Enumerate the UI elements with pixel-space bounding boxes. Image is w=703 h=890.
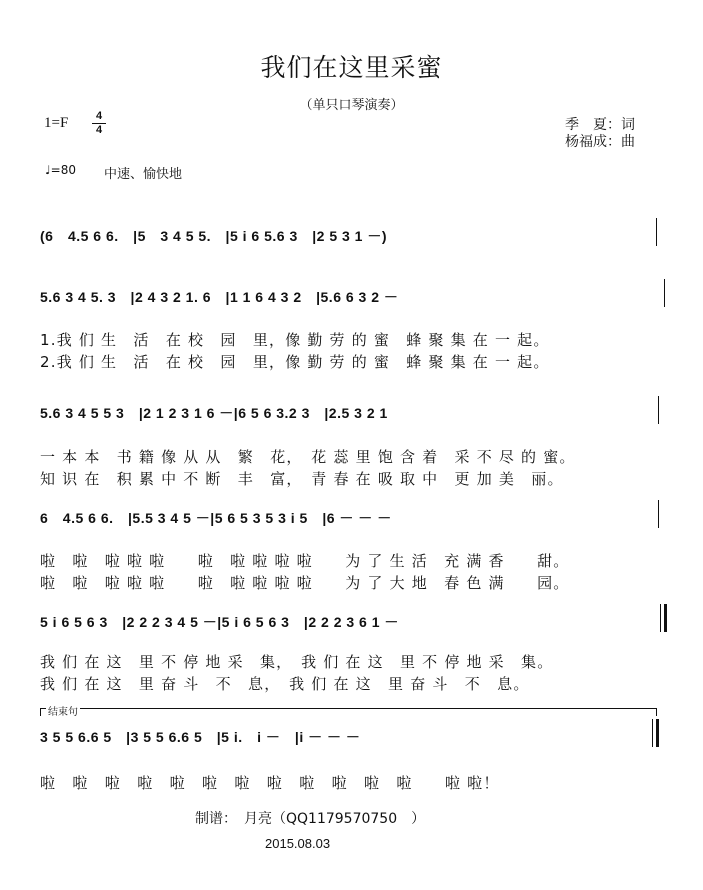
lyrics-row5-verse1: 我 们 在 这 里 不 停 地 采 集， 我 们 在 这 里 不 停 地 采 集。 <box>40 653 554 671</box>
notation-row-1: (6 4.5 6 6. |5 3 4 5 5. |5 i 6 5.6 3 |2 5 3 1 －) <box>40 228 388 244</box>
ending-bracket-right <box>656 708 657 716</box>
notation-row-2: 5.6 3 4 5. 3 |2 4 3 2 1. 6 |1 1 6 4 3 2 |5.6 6 3 2 － <box>40 289 399 305</box>
final-bar-line <box>652 719 653 747</box>
lyrics-row5-verse2: 我 们 在 这 里 奋 斗 不 息， 我 们 在 这 里 奋 斗 不 息。 <box>40 675 530 693</box>
bar-line <box>664 279 665 307</box>
tempo-marking: 中速、愉快地 <box>104 167 183 182</box>
bar-line <box>658 500 659 528</box>
lyrics-row3-verse2: 知 识 在 积 累 中 不 断 丰 富， 青 春 在 吸 取 中 更 加 美 丽。 <box>40 470 564 488</box>
transcriber-credit: 制谱： 月亮（QQ1179570750 ） <box>195 811 426 827</box>
lyrics-row4-verse1: 啦 啦 啦 啦 啦 啦 啦 啦 啦 啦 为 了 生 活 充 满 香 甜。 <box>40 552 570 570</box>
transcription-date: 2015.08.03 <box>265 836 331 851</box>
composer-credit: 杨福成：曲 <box>565 134 635 150</box>
lyricist-credit: 季 夏：词 <box>565 117 635 133</box>
lyrics-row2-verse1: 1.我 们 生 活 在 校 园 里，像 勤 劳 的 蜜 蜂 聚 集 在 一 起。 <box>40 331 550 349</box>
lyrics-row3-verse1: 一 本 本 书 籍 像 从 从 繁 花， 花 蕊 里 饱 含 着 采 不 尽 的 蜜。 <box>40 448 576 466</box>
notation-row-3: 5.6 3 4 5 5 3 |2 1 2 3 1 6 －|6 5 6 3.2 3 |2.5 3 2 1 <box>40 405 388 421</box>
ending-label: 结束句 <box>46 703 80 718</box>
subtitle: （单只口琴演奏） <box>299 98 404 113</box>
key-signature: 1=F <box>44 115 69 131</box>
final-bar-line-thick <box>656 719 659 747</box>
notation-row-4: 6 4.5 6 6. |5.5 3 4 5 －|5 6 5 3 5 3 i 5 |6 － － － <box>40 510 392 526</box>
bar-line <box>656 218 657 246</box>
lyrics-row6: 啦 啦 啦 啦 啦 啦 啦 啦 啦 啦 啦 啦 啦 啦！ <box>40 774 500 792</box>
bar-line <box>658 396 659 424</box>
lyrics-row4-verse2: 啦 啦 啦 啦 啦 啦 啦 啦 啦 啦 为 了 大 地 春 色 满 园。 <box>40 574 570 592</box>
meter-top: 4 <box>95 110 103 122</box>
meter-bottom: 4 <box>95 124 103 136</box>
notation-row-5: 5 i 6 5 6 3 |2 2 2 3 4 5 －|5 i 6 5 6 3 |2 2 2 3 6 1 － <box>40 614 399 630</box>
ending-bracket <box>40 708 657 709</box>
ending-bracket-left <box>40 708 41 716</box>
page-title: 我们在这里采蜜 <box>260 53 443 82</box>
notation-row-6: 3 5 5 6.6 5 |3 5 5 6.6 5 |5 i. i － |i － － － <box>40 729 361 745</box>
repeat-bar-line-thick <box>664 604 667 632</box>
tempo-mark: ♩=80 <box>45 163 76 177</box>
lyrics-row2-verse2: 2.我 们 生 活 在 校 园 里，像 勤 劳 的 蜜 蜂 聚 集 在 一 起。 <box>40 353 550 371</box>
time-signature <box>92 111 106 136</box>
repeat-bar-line <box>660 604 661 632</box>
